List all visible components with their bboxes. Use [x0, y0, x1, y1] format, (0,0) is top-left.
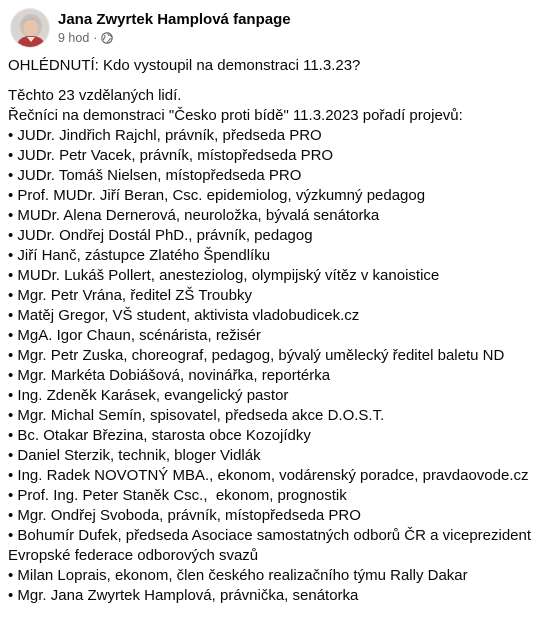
- list-item: • Ing. Radek NOVOTNÝ MBA., ekonom, vodárenský poradce, pravdaovode.cz: [8, 466, 545, 486]
- page-name-link[interactable]: Jana Zwyrtek Hamplová fanpage: [58, 11, 291, 28]
- list-item: • Bohumír Dufek, předseda Asociace samostatných odborů ČR a viceprezident Evropské federace odborových svazů: [8, 526, 545, 566]
- post-meta: [58, 10, 291, 46]
- list-item: • Milan Loprais, ekonom, člen českého realizačního týmu Rally Dakar: [8, 566, 545, 586]
- list-item: • MUDr. Lukáš Pollert, anesteziolog, olympijský vítěz v kanoistice: [8, 266, 545, 286]
- list-item: • MUDr. Alena Dernerová, neuroložka, bývalá senátorka: [8, 206, 545, 226]
- list-item: • Mgr. Petr Zuska, choreograf, pedagog, bývalý umělecký ředitel baletu ND: [8, 346, 545, 366]
- list-item: • Prof. Ing. Peter Staněk Csc., ekonom, prognostik: [8, 486, 545, 506]
- list-item: • Ing. Zdeněk Karásek, evangelický pastor: [8, 386, 545, 406]
- list-item: • JUDr. Ondřej Dostál PhD., právník, pedagog: [8, 226, 545, 246]
- list-item: • Daniel Sterzik, technik, bloger Vidlák: [8, 446, 545, 466]
- list-item: • JUDr. Jindřich Rajchl, právník, předseda PRO: [8, 126, 545, 146]
- profile-photo-icon: [11, 9, 50, 48]
- list-item: • Mgr. Michal Semín, spisovatel, předseda akce D.O.S.T.: [8, 406, 545, 426]
- list-item: • Mgr. Petr Vrána, ředitel ZŠ Troubky: [8, 286, 545, 306]
- list-item: • Prof. MUDr. Jiří Beran, Csc. epidemiolog, výzkumný pedagog: [8, 186, 545, 206]
- list-item: • Mgr. Ondřej Svoboda, právník, místopředseda PRO: [8, 506, 545, 526]
- post-title: OHLÉDNUTÍ: Kdo vystoupil na demonstraci 11.3.23?: [8, 57, 361, 74]
- post-time[interactable]: 9 hod: [58, 31, 90, 45]
- post-header: [10, 8, 291, 48]
- intro-line-2: Řečníci na demonstraci "Česko proti bídě" 11.3.2023 pořadí projevů:: [8, 107, 463, 124]
- separator-dot: ·: [93, 31, 98, 45]
- list-item: • Mgr. Jana Zwyrtek Hamplová, právnička, senátorka: [8, 586, 545, 606]
- globe-icon[interactable]: [101, 32, 113, 44]
- avatar[interactable]: [10, 8, 50, 48]
- intro-line-1: Těchto 23 vzdělaných lidí.: [8, 87, 182, 104]
- list-item: • JUDr. Tomáš Nielsen, místopředseda PRO: [8, 166, 545, 186]
- post-body: [8, 56, 545, 606]
- list-item: • Matěj Gregor, VŠ student, aktivista vladobudicek.cz: [8, 306, 545, 326]
- list-item: • JUDr. Petr Vacek, právník, místopředseda PRO: [8, 146, 545, 166]
- list-item: • Jiří Hanč, zástupce Zlatého Špendlíku: [8, 246, 545, 266]
- list-item: • Mgr. Markéta Dobiášová, novinářka, reportérka: [8, 366, 545, 386]
- speaker-list: [8, 126, 545, 606]
- post-subline: [58, 30, 291, 46]
- list-item: • Bc. Otakar Březina, starosta obce Kozojídky: [8, 426, 545, 446]
- list-item: • MgA. Igor Chaun, scénárista, režisér: [8, 326, 545, 346]
